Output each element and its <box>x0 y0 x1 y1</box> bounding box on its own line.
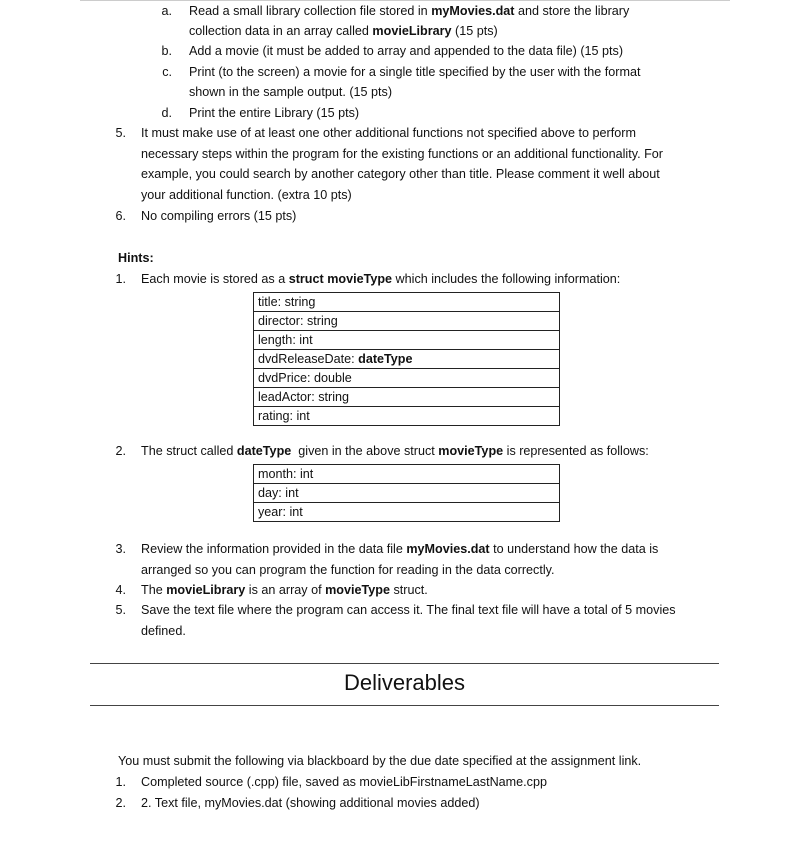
hint-1 <box>141 272 620 286</box>
text: is an array of <box>245 583 326 597</box>
date-type-table <box>253 464 560 522</box>
text: dvdReleaseDate: <box>258 352 359 366</box>
text: is represented as follows: <box>503 444 649 458</box>
table-row: dvdPrice: double <box>254 369 559 388</box>
item5-line: It must make use of at least one other additional functions not specified above to perform <box>141 126 636 140</box>
array-name: movieLibrary <box>166 583 246 597</box>
list-item-c-line1: Print (to the screen) a movie for a single title specified by the user with the format <box>189 65 641 79</box>
table-row: title: string <box>254 293 559 312</box>
list-marker: 2. <box>115 796 126 810</box>
text: and store the library <box>514 4 630 18</box>
table-row: day: int <box>254 484 559 503</box>
text: struct. <box>389 583 428 597</box>
hint-5-line1: Save the text file where the program can access it. The final text file will have a total of 5 movies <box>141 603 676 617</box>
list-item-c-line2: shown in the sample output. (15 pts) <box>189 85 393 99</box>
table-row: director: string <box>254 312 559 331</box>
text: given in the above struct <box>291 444 439 458</box>
list-marker: 1. <box>115 775 126 789</box>
struct-name: movieType <box>325 583 390 597</box>
hint-3-line2: arranged so you can program the function for reading in the data correctly. <box>141 563 555 577</box>
list-item-b: Add a movie (it must be added to array and appended to the data file) (15 pts) <box>189 44 624 58</box>
hint-4 <box>141 583 428 597</box>
item6-text: No compiling errors (15 pts) <box>141 209 297 223</box>
hint-3-line1 <box>141 542 658 556</box>
deliverables-intro: You must submit the following via blackboard by the due date specified at the assignment link. <box>118 754 642 768</box>
movie-type-table <box>253 292 560 426</box>
list-marker: c. <box>162 65 172 79</box>
hint-5-line2: defined. <box>141 624 186 638</box>
item5-line: your additional function. (extra 10 pts) <box>141 188 352 202</box>
table-row: leadActor: string <box>254 388 559 407</box>
list-marker: 4. <box>115 583 126 597</box>
table-row <box>254 350 559 369</box>
text: collection data in an array called <box>189 24 373 38</box>
filename: myMovies.dat <box>431 4 515 18</box>
filename: myMovies.dat <box>406 542 490 556</box>
list-item-a-line1 <box>189 4 629 18</box>
deliverable-item: 2. Text file, myMovies.dat (showing additional movies added) <box>141 796 480 810</box>
table-row: rating: int <box>258 409 310 423</box>
list-item-d: Print the entire Library (15 pts) <box>189 106 360 120</box>
struct-name: struct movieType <box>288 272 393 286</box>
list-marker: d. <box>161 106 172 120</box>
list-marker: 3. <box>115 542 126 556</box>
item5-line: necessary steps within the program for the existing functions or an additional functionality. For <box>141 147 663 161</box>
list-marker: 5. <box>115 603 126 617</box>
text: The <box>141 583 167 597</box>
text: to understand how the data is <box>489 542 659 556</box>
item5-line: example, you could search by another category other than title. Please comment it well about <box>141 167 660 181</box>
table-row: month: int <box>254 465 559 484</box>
list-marker: 5. <box>115 126 126 140</box>
list-marker: 1. <box>115 272 126 286</box>
text: Review the information provided in the data file <box>141 542 407 556</box>
table-row: length: int <box>254 331 559 350</box>
hints-heading: Hints: <box>118 251 154 265</box>
deliverable-item: Completed source (.cpp) file, saved as movieLibFirstnameLastName.cpp <box>141 775 547 789</box>
text: The struct called <box>141 444 237 458</box>
section-rule-top <box>90 663 719 664</box>
struct-name: dateType <box>236 444 292 458</box>
text: which includes the following information: <box>392 272 621 286</box>
type-name: dateType <box>358 352 413 366</box>
section-rule-bottom <box>90 705 719 706</box>
deliverables-heading: Deliverables <box>343 670 466 695</box>
list-marker: a. <box>161 4 172 18</box>
array-name: movieLibrary <box>372 24 452 38</box>
list-marker: 2. <box>115 444 126 458</box>
list-marker: 6. <box>115 209 126 223</box>
text: Read a small library collection file stored in <box>189 4 432 18</box>
list-marker: b. <box>161 44 172 58</box>
text: (15 pts) <box>451 24 498 38</box>
page-top-rule <box>80 0 730 1</box>
struct-name: movieType <box>438 444 504 458</box>
hint-2 <box>141 444 649 458</box>
text: Each movie is stored as a <box>141 272 289 286</box>
table-row: year: int <box>258 505 303 519</box>
list-item-a-line2 <box>189 24 498 38</box>
